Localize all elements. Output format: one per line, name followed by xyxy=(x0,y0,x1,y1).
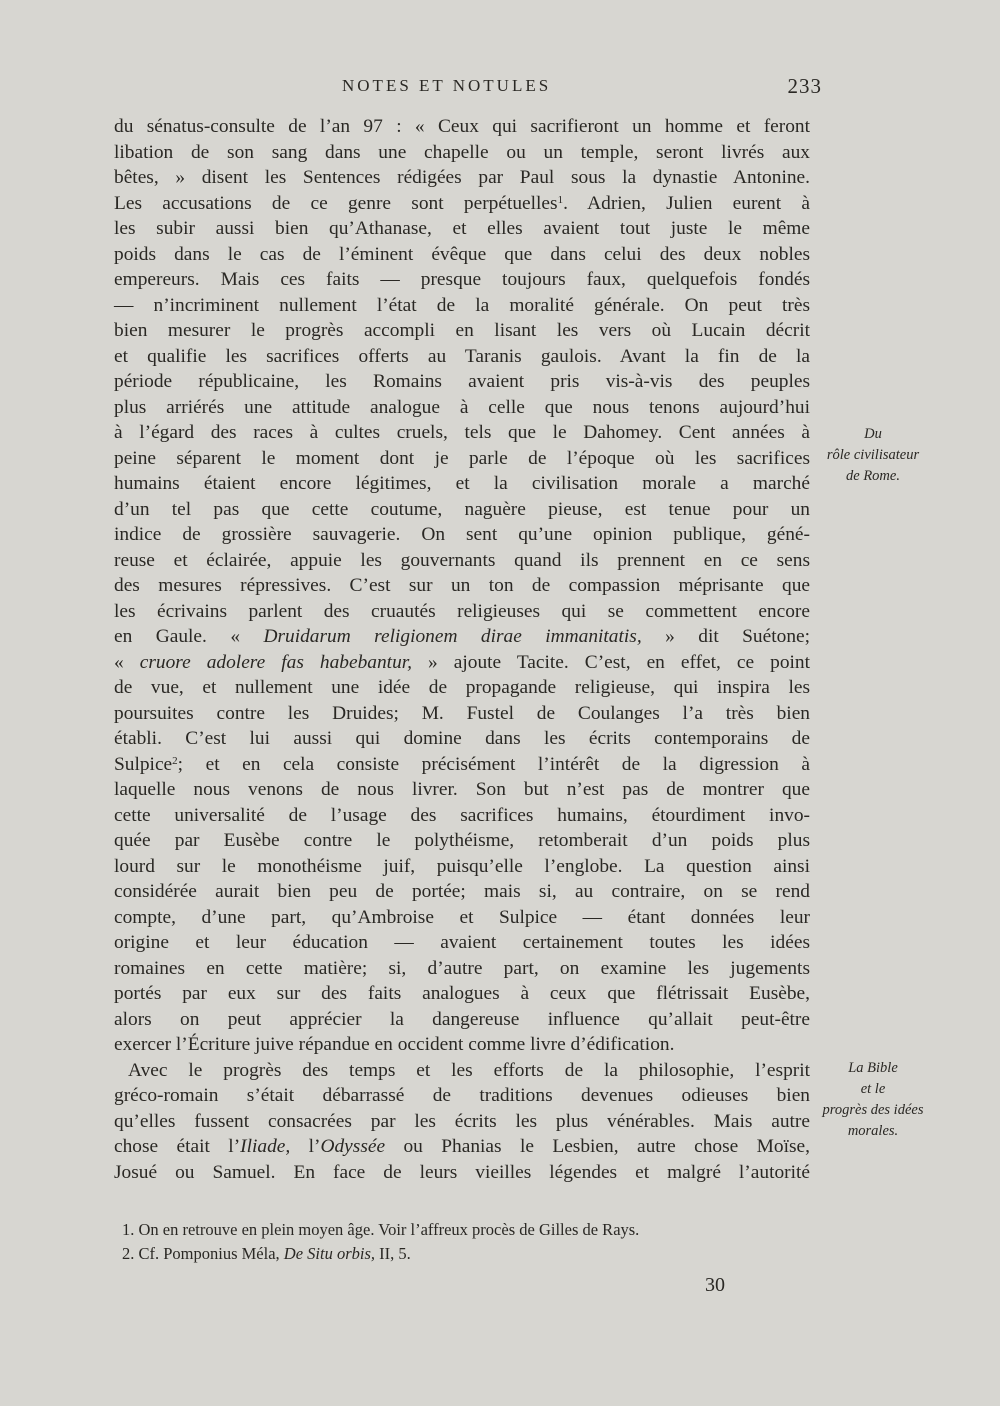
text-line xyxy=(114,1134,810,1160)
text-fragment: ; et en cela consiste précisément l’intérêt de la digression à xyxy=(177,753,810,775)
text-line: Avec le progrès des temps et les efforts de la philosophie, l’esprit xyxy=(128,1059,810,1081)
text-fragment: « xyxy=(230,626,264,647)
text-line: alors on peut apprécier la dangereuse influence qu’allait peut-être xyxy=(114,1008,810,1030)
margin-note-line: progrès des idées xyxy=(822,1102,924,1118)
text-line: considérée aurait bien peu de portée; mais si, au contraire, on se rend xyxy=(114,881,810,902)
text-line xyxy=(114,650,810,676)
footnote-ref-1[interactable]: 1 xyxy=(557,193,564,206)
text-fragment: ajoute Tacite. C’est, en effet, ce point xyxy=(453,651,811,673)
text-line: plus arriérés une attitude analogue à celle que nous tenons aujourd’hui xyxy=(114,396,810,418)
running-head xyxy=(110,76,822,100)
text-fragment: . Adrien, Julien eurent à xyxy=(563,192,810,214)
text-line: quée par Eusèbe contre le polythéisme, retomberait d’un poids plus xyxy=(114,830,810,851)
footnotes xyxy=(122,1218,822,1266)
text-line: établi. C’est lui aussi qui domine dans les écrits contemporains de xyxy=(114,728,810,749)
text-line: d’un tel pas que cette coutume, naguère pieuse, est tenue pour un xyxy=(114,498,810,520)
text-line: libation de son sang dans une chapelle ou un temple, seront livrés aux xyxy=(114,141,810,163)
margin-note-line: Du xyxy=(864,426,882,442)
text-line: exercer l’Écriture juive répandue en occident comme livre d’édification. xyxy=(114,1034,675,1055)
text-line: les subir aussi bien qu’Athanase, et elles avaient tout juste le même xyxy=(114,218,810,239)
text-fragment: ou Phanias le Lesbien, autre chose Moïse, xyxy=(403,1136,810,1157)
footnote-text: Cf. Pomponius Méla, xyxy=(138,1244,284,1263)
text-line: — n’incriminent nullement l’état de la moralité générale. On peut très xyxy=(114,294,810,316)
text-line: cette universalité de l’usage des sacrifices humains, étourdiment invo- xyxy=(114,804,810,826)
margin-note-bible xyxy=(808,1058,938,1142)
text-line: période républicaine, les Romains avaient pris vis-à-vis des peuples xyxy=(114,371,810,392)
text-line: poursuites contre les Druides; M. Fustel de Coulanges l’a très bien xyxy=(114,702,810,724)
margin-note-line: morales. xyxy=(847,1123,899,1139)
running-title: NOTES ET NOTULES xyxy=(342,76,552,95)
text-fragment: Les accusations de ce genre sont perpétuelles xyxy=(114,192,558,214)
margin-note-line: de Rome. xyxy=(846,468,900,484)
text-line: indice de grossière sauvagerie. On sent qu’une opinion publique, géné- xyxy=(114,524,810,545)
text-line xyxy=(114,191,810,217)
text-line: lourd sur le monothéisme juif, puisqu’elle l’englobe. La question ainsi xyxy=(114,855,810,877)
text-line: Josué ou Samuel. En face de leurs vieilles légendes et malgré l’autorité xyxy=(114,1161,810,1183)
text-fragment: en Gaule. xyxy=(114,626,207,647)
footnote-number: 1. xyxy=(122,1220,135,1239)
text-line xyxy=(114,624,810,650)
text-line: humains étaient encore légitimes, et la civilisation morale a marché xyxy=(114,473,810,494)
signature-mark: 30 xyxy=(705,1274,725,1296)
text-line: compte, d’une part, qu’Ambroise et Sulpice — étant données leur xyxy=(114,906,810,928)
text-fragment: Sulpice xyxy=(114,753,173,775)
text-line: du sénatus-consulte de l’an 97 : « Ceux qui sacrifieront un homme et feront xyxy=(114,116,810,137)
text-line: reuse et éclairée, appuie les gouvernants quand ils prennent en ce sens xyxy=(114,549,810,571)
latin-quote: Druidarum religionem dirae immanitatis, xyxy=(263,626,642,647)
text-line: des mesures répressives. C’est sur un ton de compassion méprisante que xyxy=(114,575,810,596)
text-fragment xyxy=(385,1136,403,1157)
margin-note-rome xyxy=(808,424,938,487)
footnote-text: II, 5. xyxy=(375,1244,411,1263)
text-line: gréco-romain s’était débarrassé de traditions devenues odieuses bien xyxy=(114,1085,810,1106)
text-line: origine et leur éducation — avaient certainement toutes les idées xyxy=(114,932,810,953)
text-line: bêtes, » disent les Sentences rédigées par Paul sous la dynastie Antonine. xyxy=(114,167,810,188)
text-fragment: l’ xyxy=(290,1136,321,1157)
text-fragment: » dit Suétone; xyxy=(641,626,811,647)
margin-note-line: rôle civilisateur xyxy=(826,447,920,463)
work-title: Iliade, xyxy=(240,1136,291,1157)
text-line: les écrivains parlent des cruautés religieuses qui se commettent encore xyxy=(114,600,810,622)
work-title: Odyssée xyxy=(320,1136,386,1157)
text-line: empereurs. Mais ces faits — presque toujours faux, quelquefois fondés xyxy=(114,269,810,290)
text-line: poids dans le cas de l’éminent évêque que dans celui des deux nobles xyxy=(114,243,810,265)
text-line: romaines en cette matière; si, d’autre part, on examine les jugements xyxy=(114,957,810,979)
text-line: peine séparent le moment dont je parle de l’époque où les sacrifices xyxy=(114,447,810,469)
text-line: à l’égard des races à cultes cruels, tels que le Dahomey. Cent années à xyxy=(114,422,810,443)
text-fragment: l’ xyxy=(209,1136,241,1157)
page-number: 233 xyxy=(787,74,822,98)
text-fragment: » xyxy=(412,651,454,673)
latin-quote: cruore adolere fas habebantur, xyxy=(139,651,413,673)
text-line: et qualifie les sacrifices offerts au Taranis gaulois. Avant la fin de la xyxy=(114,345,810,367)
text-line: bien mesurer le progrès accompli en lisant les vers où Lucain décrit xyxy=(114,320,810,341)
footnote-ref-2[interactable]: 2 xyxy=(172,754,178,767)
footnote-1 xyxy=(122,1218,822,1242)
footnote-2 xyxy=(122,1242,822,1266)
margin-note-line: La Bible xyxy=(848,1060,898,1076)
footnote-text: On en retrouve en plein moyen âge. Voir l’affreux procès de Gilles de Rays. xyxy=(138,1220,640,1239)
footnote-title: De Situ orbis, xyxy=(283,1244,376,1263)
main-text xyxy=(114,114,810,1185)
text-line: laquelle nous venons de nous livrer. Son but n’est pas de montrer que xyxy=(114,779,810,800)
margin-note-line: et le xyxy=(860,1081,886,1097)
text-line: portés par eux sur des faits analogues à ceux que flétrissait Eusèbe, xyxy=(114,983,810,1004)
text-line xyxy=(114,752,810,778)
text-fragment: « xyxy=(114,651,140,673)
footnote-number: 2. xyxy=(122,1244,135,1263)
text-line: qu’elles fussent consacrées par les écrits les plus vénérables. Mais autre xyxy=(114,1110,810,1132)
text-fragment: chose était xyxy=(114,1136,210,1157)
text-line: de vue, et nullement une idée de propagande religieuse, qui inspira les xyxy=(114,677,810,698)
